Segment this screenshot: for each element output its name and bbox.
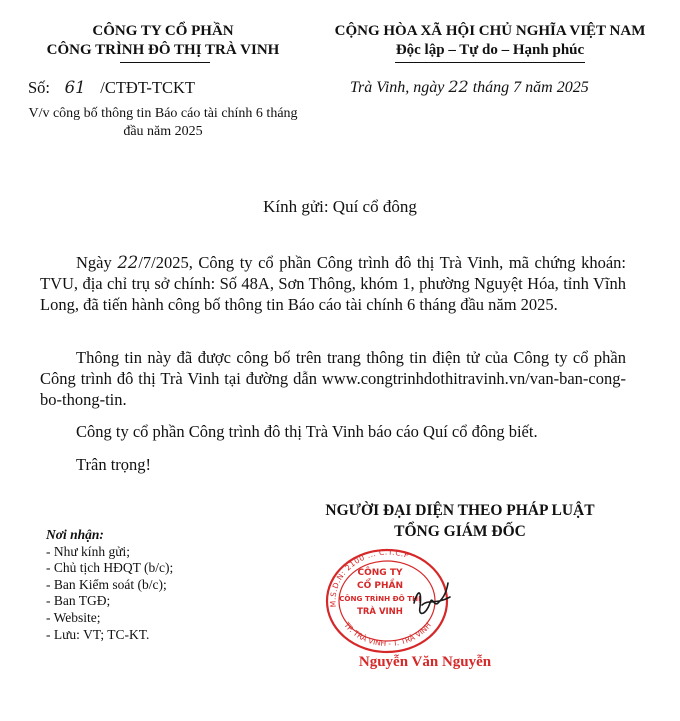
place-date-suffix: tháng 7 năm 2025 xyxy=(472,79,589,96)
national-motto: Độc lập – Tự do – Hạnh phúc xyxy=(395,42,585,58)
company-underline xyxy=(120,62,210,63)
signature-title xyxy=(290,500,630,542)
document-subject xyxy=(18,105,308,141)
document-number-label: Số: xyxy=(28,78,51,97)
recipient-item: - Ban Kiểm soát (b/c); xyxy=(46,576,167,592)
paragraph-report: Công ty cổ phần Công trình đô thị Trà Vinh báo cáo Quí cổ đông biết. xyxy=(76,422,538,441)
document-number-handwritten: 61 xyxy=(64,78,86,97)
closing: Trân trọng! xyxy=(76,455,152,474)
place-date xyxy=(350,77,589,97)
recipient-item: - Chủ tịch HĐQT (b/c); xyxy=(46,560,174,576)
paragraph-date-day-handwritten: 22 xyxy=(117,253,139,272)
recipient-item: - Website; xyxy=(46,609,101,625)
greeting: Kính gửi: Quí cổ đông xyxy=(263,197,417,216)
subject-line2: đầu năm 2025 xyxy=(123,124,203,139)
recipients-list xyxy=(46,527,173,643)
place-date-prefix: Trà Vinh, ngày xyxy=(350,79,445,96)
company-name-line1: CÔNG TY CỔ PHẦN xyxy=(92,23,234,39)
company-header xyxy=(18,22,308,60)
company-name-line2: CÔNG TRÌNH ĐÔ THỊ TRÀ VINH xyxy=(46,42,280,58)
seal-line2: CỔ PHẦN xyxy=(356,581,404,591)
document-number xyxy=(28,78,195,98)
recipient-item: - Ban TGĐ; xyxy=(46,593,111,609)
seal-line3: CÔNG TRÌNH ĐÔ THỊ xyxy=(339,594,421,603)
seal-ring-bottom-text: TP. TRÀ VINH - T. TRÀ VINH xyxy=(342,620,433,649)
seal-line4: TRÀ VINH xyxy=(357,607,403,617)
national-header xyxy=(310,22,670,60)
signature-title-line2: TỔNG GIÁM ĐỐC xyxy=(394,523,526,540)
paragraph-announcement xyxy=(40,252,626,315)
seal-ring-top-text: M.S.D.N: 2100 ... C.T.C.P xyxy=(328,547,411,608)
document-number-code: /CTĐT-TCKT xyxy=(100,78,195,97)
paragraph-announcement-text: /7/2025, Công ty cổ phần Công trình đô thị Trà Vinh, mã chứng khoán: TVU, địa chỉ trụ sở chính: Số 48A, Sơn Thông, khóm 1, phường Nguyệt Hóa, tỉnh Vĩnh Long, đã tiến hành công bố thông tin Báo cáo tài chính 6 tháng đầu năm 2025. xyxy=(40,253,627,314)
place-date-day-handwritten: 22 xyxy=(448,77,469,96)
company-seal xyxy=(322,545,452,655)
recipients-heading: Nơi nhận: xyxy=(46,527,104,542)
motto-underline xyxy=(395,62,585,63)
seal-line1: CÔNG TY xyxy=(357,568,403,578)
subject-line1: V/v công bố thông tin Báo cáo tài chính 6 tháng xyxy=(28,106,298,121)
signature-title-line1: NGƯỜI ĐẠI DIỆN THEO PHÁP LUẬT xyxy=(325,502,595,519)
signer-name: Nguyễn Văn Nguyễn xyxy=(358,654,492,670)
recipient-item: - Như kính gửi; xyxy=(46,543,131,559)
paragraph-date-prefix: Ngày xyxy=(76,253,112,272)
paragraph-website: Thông tin này đã được công bố trên trang thông tin điện tử của Công ty cổ phần Công trình đô thị Trà Vinh tại đường dẫn www.congtrinhdothitravinh.vn/van-ban-cong-bo-thong-tin. xyxy=(40,348,626,409)
recipient-item: - Lưu: VT; TC-KT. xyxy=(46,626,150,642)
national-name: CỘNG HÒA XÃ HỘI CHỦ NGHĨA VIỆT NAM xyxy=(334,23,646,39)
